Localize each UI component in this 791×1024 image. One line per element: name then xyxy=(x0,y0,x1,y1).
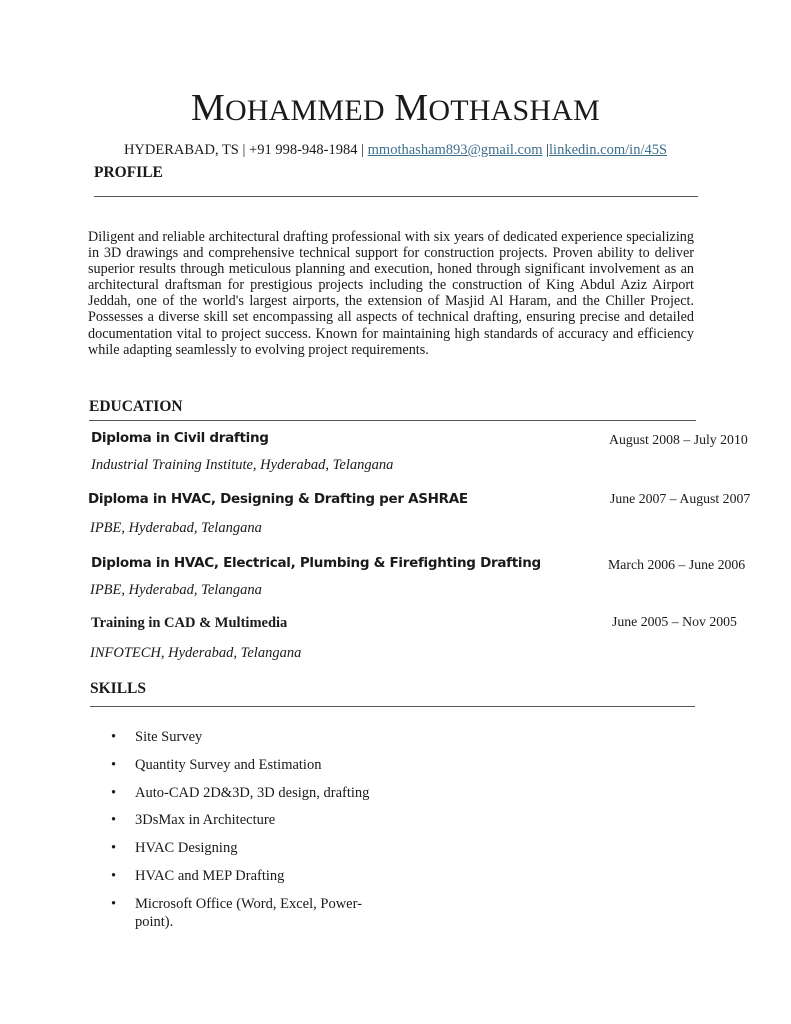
education-title-1: Diploma in Civil drafting xyxy=(91,430,269,446)
skill-label: Site Survey xyxy=(135,729,203,745)
skill-label: Microsoft Office (Word, Excel, Power-point). xyxy=(135,895,362,930)
profile-divider xyxy=(94,196,698,197)
education-institution-3: IPBE, Hyderabad, Telangana xyxy=(90,582,262,598)
education-divider xyxy=(89,420,696,421)
education-institution-1: Industrial Training Institute, Hyderabad, Telangana xyxy=(91,457,394,473)
education-institution-4: INFOTECH, Hyderabad, Telangana xyxy=(90,645,302,661)
education-dates-4: June 2005 – Nov 2005 xyxy=(612,614,737,629)
bullet-icon: • xyxy=(111,840,117,857)
profile-heading: PROFILE xyxy=(94,164,163,181)
skill-label: Quantity Survey and Estimation xyxy=(135,756,322,773)
skill-label: 3DsMax in Architecture xyxy=(135,812,276,829)
contact-separator: | xyxy=(546,142,550,158)
bullet-icon: • xyxy=(111,812,117,829)
bullet-icon: • xyxy=(111,784,117,801)
skills-divider xyxy=(90,706,695,707)
bullet-icon: • xyxy=(111,867,117,884)
skill-item xyxy=(108,895,385,931)
skills-heading: SKILLS xyxy=(90,680,147,697)
education-dates-3: March 2006 – June 2006 xyxy=(608,557,746,572)
skill-item xyxy=(108,839,385,857)
education-institution-2: IPBE, Hyderabad, Telangana xyxy=(90,520,262,536)
name-last-initial: M xyxy=(394,87,429,129)
linkedin-link[interactable]: linkedin.com/in/45S xyxy=(549,142,668,158)
education-heading: EDUCATION xyxy=(89,398,183,415)
education-dates-1: August 2008 – July 2010 xyxy=(609,432,748,447)
name-last-rest: OTHASHAM xyxy=(428,94,601,127)
skill-label: HVAC and MEP Drafting xyxy=(135,867,285,884)
profile-summary: Diligent and reliable architectural drafting professional with six years of dedicated experience specializing in 3D drawings and comprehensive technical support for construction projects. Proven ability to deliver superior results through meticulous planning and execution, honed through significant involvement as an architectural draftsman for prestigious projects including the construction of King Abdul Aziz Airport Jeddah, one of the world's largest airports, the extension of Masjid Al Haram, and the Chiller Project. Possesses a diverse skill set encompassing all aspects of technical drafting, ensuring precise and detailed documentation vital to project success. Known for maintaining high standards of accuracy and efficiency while adapting seamlessly to evolving project requirements. xyxy=(88,229,694,358)
contact-location-phone: HYDERABAD, TS | +91 998-948-1984 | xyxy=(123,142,365,158)
bullet-icon: • xyxy=(111,895,117,912)
skill-item xyxy=(108,784,385,802)
bullet-icon: • xyxy=(111,729,117,745)
skill-label: Auto-CAD 2D&3D, 3D design, drafting xyxy=(135,784,370,801)
name-first-rest: OHAMMED xyxy=(224,94,385,127)
email-link[interactable]: mmothasham893@gmail.com xyxy=(367,142,543,158)
education-title-2: Diploma in HVAC, Designing & Drafting per ASHRAE xyxy=(88,491,468,507)
skill-item xyxy=(108,867,385,885)
education-dates-2: June 2007 – August 2007 xyxy=(610,491,751,506)
skills-list xyxy=(108,728,385,941)
skill-label: HVAC Designing xyxy=(135,840,238,857)
skill-item xyxy=(108,811,385,829)
name-first-initial: M xyxy=(190,87,225,129)
bullet-icon: • xyxy=(111,756,117,773)
skill-item xyxy=(108,728,385,746)
candidate-name xyxy=(0,88,791,130)
contact-line xyxy=(0,142,791,159)
education-title-3: Diploma in HVAC, Electrical, Plumbing & Firefighting Drafting xyxy=(91,555,541,571)
skill-item xyxy=(108,756,385,774)
education-title-4: Training in CAD & Multimedia xyxy=(91,615,288,631)
